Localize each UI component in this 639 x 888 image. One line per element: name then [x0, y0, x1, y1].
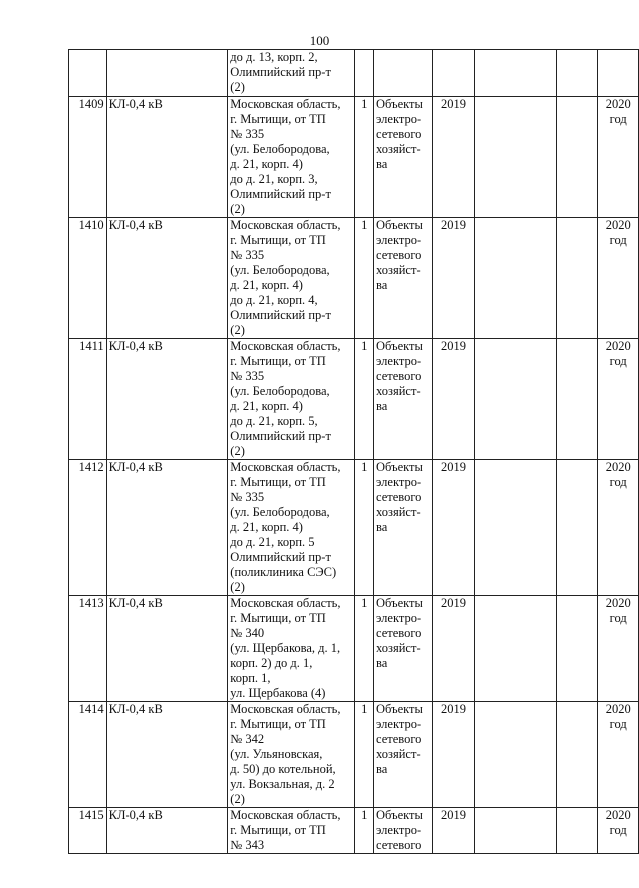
- cell-number: 1409: [69, 97, 107, 218]
- cell-empty: [556, 702, 597, 808]
- cell-location: Московская область, г. Мытищи, от ТП № 335 (ул. Белобородова, д. 21, корп. 4) до д. 21, корп. 3, Олимпийский пр-т (2): [228, 97, 355, 218]
- cell-quantity: 1: [355, 808, 374, 854]
- cell-empty: [556, 808, 597, 854]
- cell-year-final: [598, 50, 639, 97]
- cell-empty: [556, 596, 597, 702]
- cell-number: 1415: [69, 808, 107, 854]
- cell-year: 2019: [432, 339, 474, 460]
- cell-year-final: 2020 год: [598, 97, 639, 218]
- cell-location: Московская область, г. Мытищи, от ТП № 335 (ул. Белобородова, д. 21, корп. 4) до д. 21, корп. 5 Олимпийский пр-т (поликлиника СЭС) (2): [228, 460, 355, 596]
- cell-quantity: [355, 50, 374, 97]
- cell-empty: [475, 218, 557, 339]
- cell-empty: [556, 97, 597, 218]
- cell-empty: [475, 460, 557, 596]
- cell-quantity: 1: [355, 218, 374, 339]
- cell-number: 1411: [69, 339, 107, 460]
- cell-empty: [475, 808, 557, 854]
- table-row: [69, 339, 639, 460]
- cell-year-final: 2020 год: [598, 339, 639, 460]
- cell-empty: [475, 97, 557, 218]
- cell-type: КЛ-0,4 кВ: [106, 596, 228, 702]
- cell-type: КЛ-0,4 кВ: [106, 218, 228, 339]
- cell-type: [106, 50, 228, 97]
- cell-location: до д. 13, корп. 2, Олимпийский пр-т (2): [228, 50, 355, 97]
- cell-empty: [556, 218, 597, 339]
- cell-category: Объекты электро- сетевого хозяйст- ва: [374, 460, 433, 596]
- cell-location: Московская область, г. Мытищи, от ТП № 340 (ул. Щербакова, д. 1, корп. 2) до д. 1, корп. 1, ул. Щербакова (4): [228, 596, 355, 702]
- table-row: [69, 460, 639, 596]
- cell-category: Объекты электро- сетевого хозяйст- ва: [374, 339, 433, 460]
- cell-category: Объекты электро- сетевого: [374, 808, 433, 854]
- page-number: 100: [309, 33, 330, 48]
- cell-type: КЛ-0,4 кВ: [106, 702, 228, 808]
- table-row: [69, 97, 639, 218]
- cell-number: 1414: [69, 702, 107, 808]
- cell-location: Московская область, г. Мытищи, от ТП № 335 (ул. Белобородова, д. 21, корп. 4) до д. 21, корп. 4, Олимпийский пр-т (2): [228, 218, 355, 339]
- cell-year: 2019: [432, 460, 474, 596]
- cell-type: КЛ-0,4 кВ: [106, 808, 228, 854]
- cell-type: КЛ-0,4 кВ: [106, 97, 228, 218]
- cell-quantity: 1: [355, 97, 374, 218]
- cell-category: Объекты электро- сетевого хозяйст- ва: [374, 596, 433, 702]
- registry-table: [68, 49, 639, 854]
- cell-type: КЛ-0,4 кВ: [106, 339, 228, 460]
- cell-year-final: 2020 год: [598, 596, 639, 702]
- cell-year: 2019: [432, 218, 474, 339]
- cell-category: [374, 50, 433, 97]
- cell-location: Московская область, г. Мытищи, от ТП № 335 (ул. Белобородова, д. 21, корп. 4) до д. 21, корп. 5, Олимпийский пр-т (2): [228, 339, 355, 460]
- cell-number: 1413: [69, 596, 107, 702]
- cell-location: Московская область, г. Мытищи, от ТП № 342 (ул. Ульяновская, д. 50) до котельной, ул. Вокзальная, д. 2 (2): [228, 702, 355, 808]
- cell-year: 2019: [432, 596, 474, 702]
- cell-empty: [475, 50, 557, 97]
- table-row: [69, 702, 639, 808]
- cell-location: Московская область, г. Мытищи, от ТП № 343: [228, 808, 355, 854]
- cell-category: Объекты электро- сетевого хозяйст- ва: [374, 218, 433, 339]
- cell-empty: [556, 50, 597, 97]
- table-row-continued: [69, 50, 639, 97]
- cell-year: 2019: [432, 808, 474, 854]
- cell-year: 2019: [432, 702, 474, 808]
- table-row: [69, 596, 639, 702]
- cell-number: [69, 50, 107, 97]
- table-row: [69, 808, 639, 854]
- cell-year: [432, 50, 474, 97]
- cell-quantity: 1: [355, 596, 374, 702]
- cell-number: 1412: [69, 460, 107, 596]
- cell-empty: [475, 596, 557, 702]
- cell-year-final: 2020 год: [598, 702, 639, 808]
- cell-year-final: 2020 год: [598, 808, 639, 854]
- cell-category: Объекты электро- сетевого хозяйст- ва: [374, 97, 433, 218]
- cell-empty: [475, 339, 557, 460]
- cell-empty: [475, 702, 557, 808]
- cell-year-final: 2020 год: [598, 460, 639, 596]
- cell-category: Объекты электро- сетевого хозяйст- ва: [374, 702, 433, 808]
- cell-quantity: 1: [355, 460, 374, 596]
- table-row: [69, 218, 639, 339]
- cell-empty: [556, 339, 597, 460]
- cell-year: 2019: [432, 97, 474, 218]
- cell-number: 1410: [69, 218, 107, 339]
- cell-year-final: 2020 год: [598, 218, 639, 339]
- cell-quantity: 1: [355, 702, 374, 808]
- cell-empty: [556, 460, 597, 596]
- cell-type: КЛ-0,4 кВ: [106, 460, 228, 596]
- cell-quantity: 1: [355, 339, 374, 460]
